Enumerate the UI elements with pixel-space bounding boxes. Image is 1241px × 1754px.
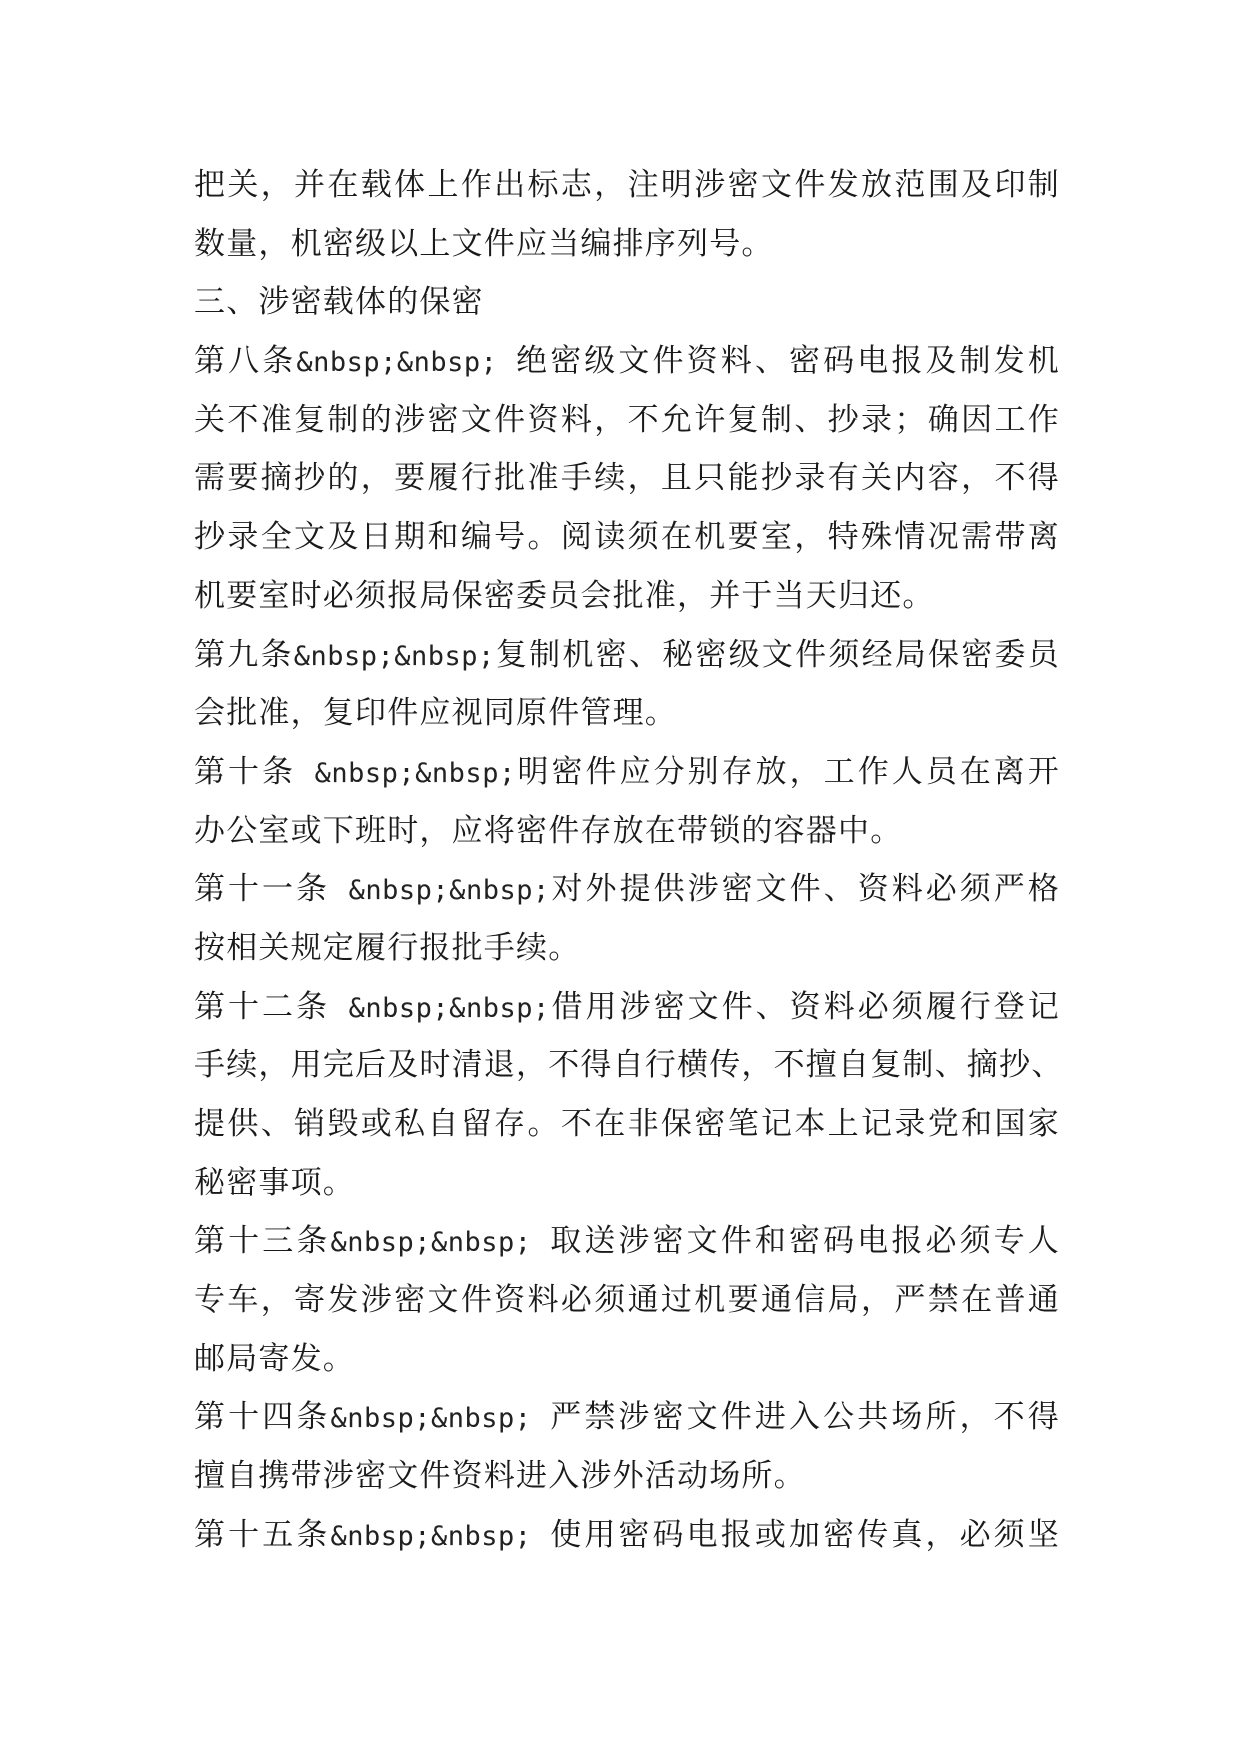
article-line: 第十一条 &nbsp;&nbsp;对外提供涉密文件、资料必须严格	[194, 871, 1060, 908]
text-line: 把关，并在载体上作出标志，注明涉密文件发放范围及印制	[194, 167, 1060, 203]
text-line: 手续，用完后及时清退，不得自行横传，不擅自复制、摘抄、	[194, 1047, 1064, 1084]
text-line: 机要室时必须报局保密委员会批准，并于当天归还。	[194, 577, 935, 614]
text-line: 专车，寄发涉密文件资料必须通过机要通信局，严禁在普通	[194, 1282, 1060, 1319]
text-line: 邮局寄发。	[194, 1340, 355, 1377]
text-line: 会批准，复印件应视同原件管理。	[194, 695, 677, 732]
latin-text-run: &nbsp;&nbsp;	[296, 347, 517, 379]
document-body	[194, 156, 1064, 1565]
text-line: 提供、销毁或私自留存。不在非保密笔记本上记录党和国家	[194, 1106, 1060, 1142]
latin-text-run: &nbsp;&nbsp;	[330, 1403, 551, 1435]
article-line: 第九条&nbsp;&nbsp;复制机密、秘密级文件须经局保密委员	[194, 636, 1060, 673]
latin-text-run: &nbsp;&nbsp;	[293, 640, 495, 672]
text-line: 秘密事项。	[194, 1164, 355, 1201]
latin-text-run: &nbsp;&nbsp;	[330, 1227, 551, 1259]
article-line: 第十五条&nbsp;&nbsp; 使用密码电报或加密传真，必须坚	[194, 1516, 1060, 1553]
text-line: 办公室或下班时，应将密件存放在带锁的容器中。	[194, 812, 903, 849]
latin-text-run: &nbsp;&nbsp;	[330, 1520, 551, 1552]
article-line: 第十条 &nbsp;&nbsp;明密件应分别存放，工作人员在离开	[194, 753, 1060, 790]
text-line: 按相关规定履行报批手续。	[194, 929, 581, 966]
latin-text-run: &nbsp;&nbsp;	[330, 875, 550, 907]
text-line: 抄录全文及日期和编号。阅读须在机要室，特殊情况需带离	[194, 519, 1060, 556]
article-line: 第十三条&nbsp;&nbsp; 取送涉密文件和密码电报必须专人	[194, 1223, 1060, 1260]
latin-text-run: &nbsp;&nbsp;	[296, 757, 516, 789]
text-line: 数量，机密级以上文件应当编排序列号。	[194, 225, 774, 262]
article-line: 第八条&nbsp;&nbsp; 绝密级文件资料、密码电报及制发机	[194, 343, 1060, 380]
article-line: 第十二条 &nbsp;&nbsp;借用涉密文件、资料必须履行登记	[194, 988, 1060, 1025]
text-line: 需要摘抄的，要履行批准手续，且只能抄录有关内容，不得	[194, 460, 1060, 497]
text-line: 擅自携带涉密文件资料进入涉外活动场所。	[194, 1458, 806, 1495]
latin-text-run: &nbsp;&nbsp;	[330, 992, 550, 1024]
section-heading: 三、涉密载体的保密	[194, 284, 484, 321]
text-line: 关不准复制的涉密文件资料，不允许复制、抄录；确因工作	[194, 401, 1060, 438]
article-line: 第十四条&nbsp;&nbsp; 严禁涉密文件进入公共场所，不得	[194, 1399, 1060, 1436]
